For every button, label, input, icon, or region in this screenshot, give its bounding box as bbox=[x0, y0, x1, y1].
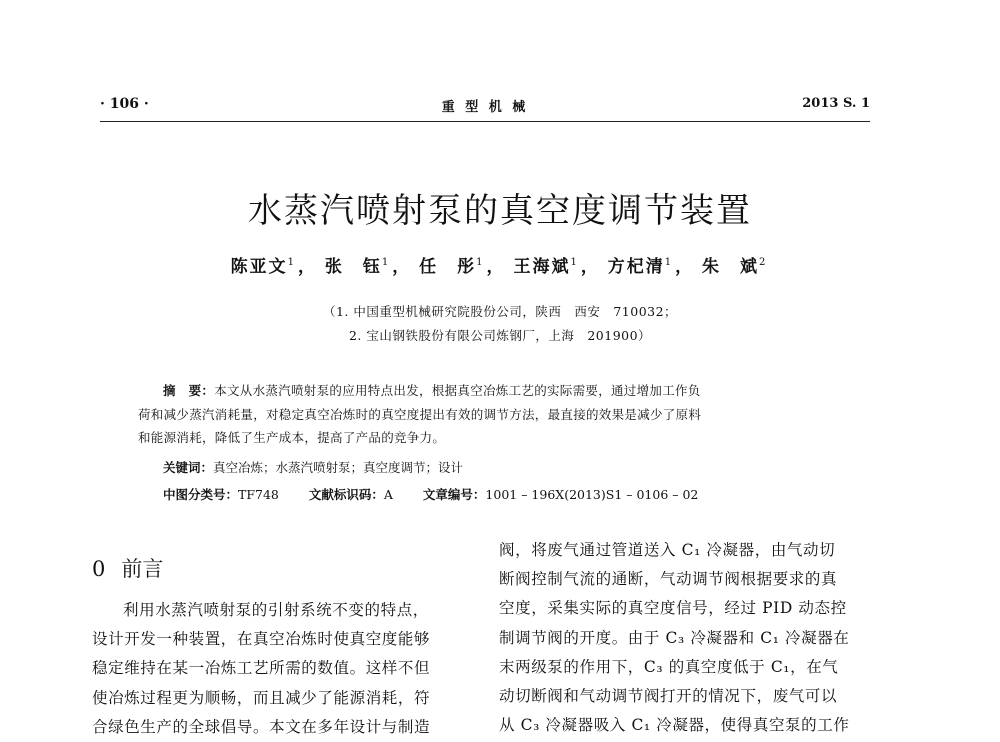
body-line: 使冶炼过程更为顺畅，而且减少了能源消耗，符 bbox=[92, 688, 431, 707]
body-line: 从 C₃ 冷凝器吸入 C₁ 冷凝器，使得真空泵的工作 bbox=[499, 716, 850, 735]
body-line: 设计开发一种装置，在真空冶炼时使真空度能够 bbox=[92, 630, 431, 649]
author: 张 钰 bbox=[324, 257, 382, 277]
body-line: 稳定维持在某一冶炼工艺所需的数值。这样不但 bbox=[92, 659, 431, 678]
abstract bbox=[138, 379, 828, 450]
article-number-label: 文章编号： bbox=[422, 487, 486, 502]
affiliation-1: （1. 中国重型机械研究院股份公司，陕西 西安 710032； bbox=[322, 304, 678, 319]
abstract-line: 本文从水蒸汽喷射泵的应用特点出发，根据真空冶炼工艺的实际需要，通过增加工作负 bbox=[214, 383, 701, 398]
author: 陈亚文 bbox=[230, 257, 288, 277]
doc-code-value: A bbox=[383, 487, 393, 502]
abstract-line: 和能源消耗，降低了生产成本，提高了产品的竞争力。 bbox=[138, 430, 446, 445]
journal-name: 重 型 机 械 bbox=[441, 100, 529, 115]
section-number: 0 bbox=[92, 557, 106, 581]
body-line: 阀，将废气通过管道送入 C₁ 冷凝器，由气动切 bbox=[499, 541, 836, 559]
keywords-label: 关键词： bbox=[163, 460, 214, 475]
body-line: 利用水蒸汽喷射泵的引射系统不变的特点， bbox=[123, 601, 429, 619]
author-mark: 1 bbox=[476, 257, 485, 269]
right-column bbox=[499, 536, 877, 740]
author-list: 陈亚文$^1$ ， 张 钰$^1$ ， 任 彤$^1$ ， 王海斌$^1$ ， 方杞清$^1$ ， 朱 斌$^2$ bbox=[230, 257, 768, 277]
section-heading bbox=[92, 553, 163, 583]
page-number: · 106 · bbox=[100, 96, 149, 112]
author: 方杞清 bbox=[607, 257, 665, 277]
keywords-value: 真空冶炼；水蒸汽喷射泵；真空度调节；设计 bbox=[213, 460, 464, 475]
article-number-value: 1001 – 196X(2013)S1 – 0106 – 02 bbox=[485, 487, 699, 502]
author-mark: 2 bbox=[759, 257, 768, 269]
affiliation-2: 2. 宝山钢铁股份有限公司炼钢厂，上海 201900） bbox=[348, 328, 652, 343]
abstract-line: 荷和减少蒸汽消耗量，对稳定真空冶炼时的真空度提出有效的调节方法，最直接的效果是减少了原料 bbox=[138, 406, 702, 422]
body-line: 制调节阀的开度。由于 C₃ 冷凝器和 C₁ 冷凝器在 bbox=[499, 628, 850, 647]
running-header bbox=[100, 96, 870, 118]
body-line: 合绿色生产的全球倡导。本文在多年设计与制造 bbox=[92, 717, 431, 736]
paper-title: 水蒸汽喷射泵的真空度调节装置 bbox=[248, 191, 752, 231]
author-mark: 1 bbox=[570, 257, 579, 269]
author-mark: 1 bbox=[381, 257, 391, 269]
left-column bbox=[92, 596, 467, 742]
clc-value: TF748 bbox=[238, 487, 279, 502]
body-line: 断阀控制气流的通断，气动调节阀根据要求的真 bbox=[499, 570, 838, 589]
section-title: 前言 bbox=[121, 557, 164, 581]
author-mark: 1 bbox=[664, 257, 674, 269]
issue-number: 2013 S. 1 bbox=[802, 96, 870, 111]
keywords bbox=[163, 458, 463, 476]
author: 朱 斌 bbox=[702, 257, 760, 277]
author: 任 彤 bbox=[419, 257, 477, 277]
clc-label: 中图分类号： bbox=[163, 487, 239, 502]
body-line: 动切断阀和气动调节阀打开的情况下，废气可以 bbox=[499, 687, 838, 706]
body-line: 末两级泵的作用下，C₃ 的真空度低于 C₁，在气 bbox=[499, 657, 839, 676]
header-rule bbox=[100, 121, 870, 122]
abstract-label: 摘 要： bbox=[163, 383, 215, 398]
doc-code-label: 文献标识码： bbox=[308, 487, 384, 502]
author: 王海斌 bbox=[513, 257, 571, 277]
classification-line bbox=[163, 485, 803, 503]
author-mark: 1 bbox=[287, 257, 296, 269]
body-line: 空度，采集实际的真空度信号，经过 PID 动态控 bbox=[499, 599, 847, 618]
